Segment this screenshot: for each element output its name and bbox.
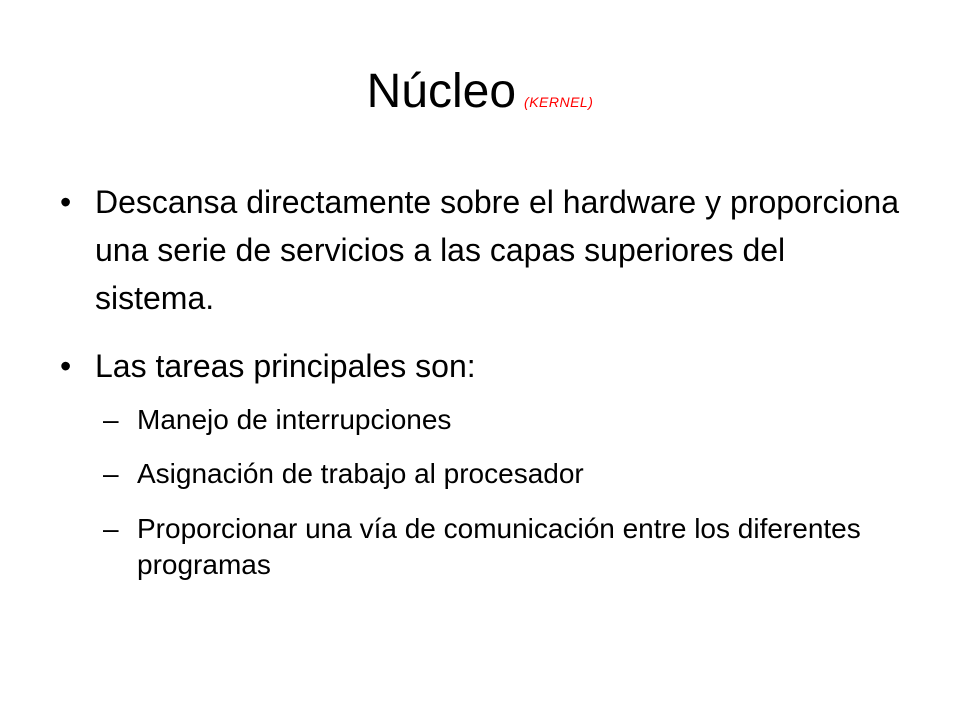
bullet-marker: • (60, 184, 72, 220)
sub-bullet-text: Proporcionar una vía de comunicación entre los diferentes programas (137, 513, 861, 580)
sub-bullet-item (103, 511, 903, 583)
bullet-marker: • (60, 348, 72, 384)
sub-bullet-text: Manejo de interrupciones (137, 404, 452, 435)
slide-title (0, 62, 960, 132)
sub-bullet-text: Asignación de trabajo al procesador (137, 458, 584, 489)
sub-bullet-marker: – (103, 404, 119, 435)
sub-bullet-marker: – (103, 513, 119, 544)
bullet-text: Descansa directamente sobre el hardware y proporciona una serie de servicios a las capas superiores del sistema. (95, 184, 899, 316)
bullet-item (60, 178, 910, 322)
sub-bullet-item (103, 456, 903, 492)
bullet-item (60, 342, 910, 390)
sub-bullet-marker: – (103, 458, 119, 489)
bullet-text: Las tareas principales son: (95, 348, 476, 384)
title-text: Núcleo (366, 65, 517, 118)
title-subtitle: (KERNEL) (524, 94, 594, 110)
sub-bullet-item (103, 402, 903, 438)
